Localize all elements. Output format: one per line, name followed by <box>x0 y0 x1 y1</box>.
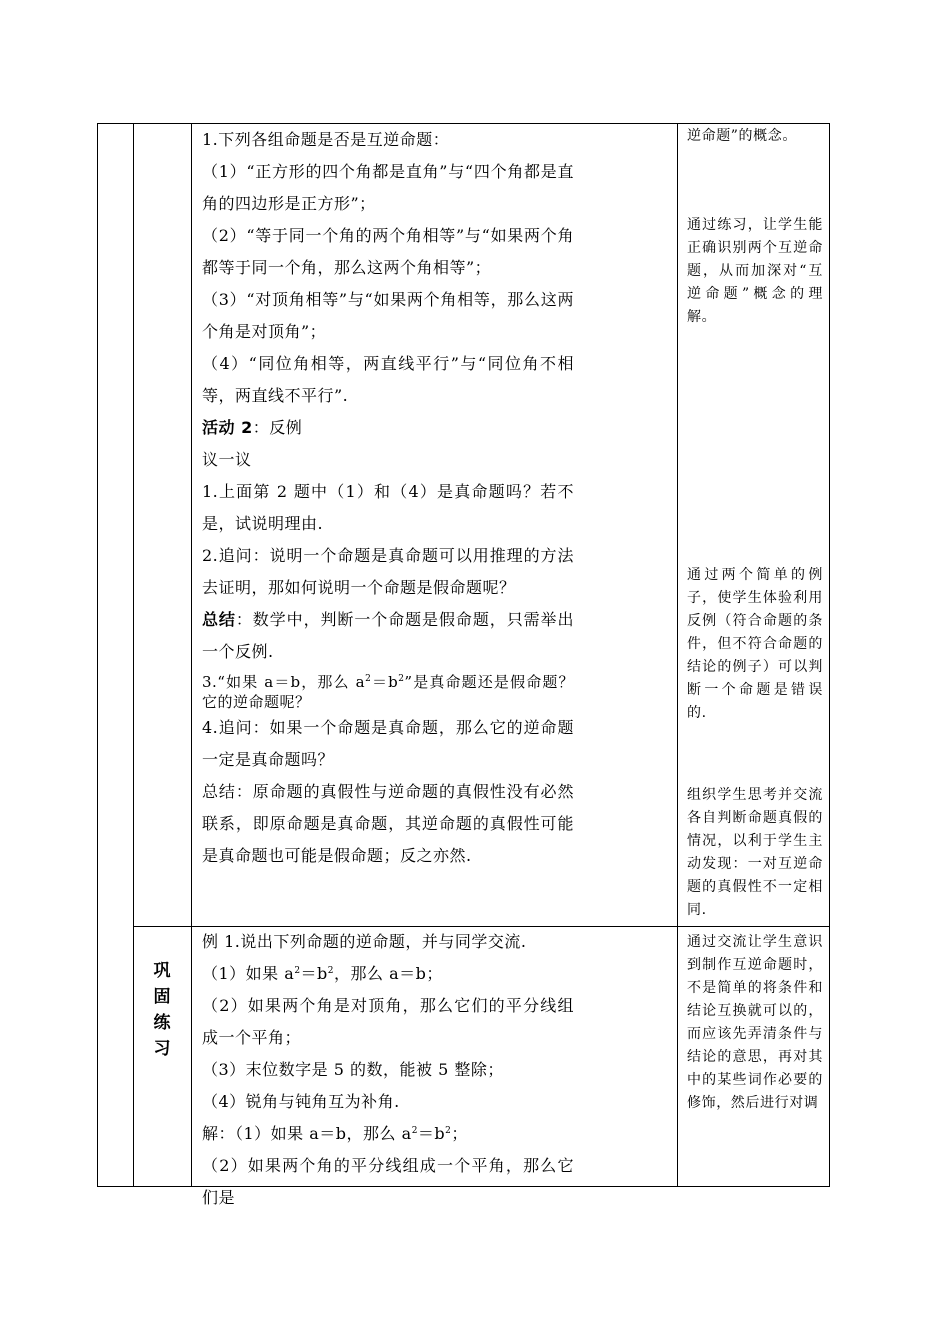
solution-line: 解：（1）如果 a＝b，那么 $a^2=b^2$； <box>202 1124 468 1143</box>
question-3: 3.“如果 a＝b，那么 $a^2=b^2$”是真命题还是假命题？它的逆命题呢？ <box>202 673 574 711</box>
solution-line: （2）如果两个角的平分线组成一个平角，那么它们是 <box>202 1156 574 1207</box>
column-divider <box>191 124 192 1186</box>
design-note: 组织学生思考并交流各自判断命题真假的情况，以利于学生主动发现：一对互逆命题的真假性不一定相同. <box>687 787 823 918</box>
follow-up-question: 2.追问：说明一个命题是真命题可以用推理的方法去证明，那如何说明一个命题是假命题呢？ <box>202 546 574 597</box>
design-note: 通过两个简单的例子，使学生体验利用反例（符合命题的条件，但不符合命题的结论的例子）可以判断一个命题是错误的. <box>687 567 823 721</box>
section-label: 巩 固 练 习 <box>153 961 171 1059</box>
practice-content <box>202 926 574 1214</box>
design-note: 通过交流让学生意识到制作互逆命题时，不是简单的将条件和结论互换就可以的，而应该先弄清条件与结论的意思，再对其中的某些词作必要的修饰，然后进行对调 <box>687 934 823 1111</box>
example-item: （3）末位数字是 5 的数，能被 5 整除； <box>202 1060 504 1079</box>
example-item: （1）如果 $a^2=b^2$，那么 a＝b； <box>202 964 443 983</box>
question-item: （2）“等于同一个角的两个角相等”与“如果两个角都等于同一个角，那么这两个角相等”； <box>202 226 574 277</box>
question-item: （4）“同位角相等，两直线平行”与“同位角不相等，两直线不平行”. <box>202 354 574 405</box>
summary-paragraph: 总结：数学中，判断一个命题是假命题，只需举出一个反例. <box>202 610 574 661</box>
discuss-heading: 议一议 <box>202 450 252 469</box>
activity-content <box>202 124 574 872</box>
question-item: （3）“对顶角相等”与“如果两个角相等，那么这两个角是对顶角”； <box>202 290 574 341</box>
question-item: （1）“正方形的四个角都是直角”与“四个角都是直角的四边形是正方形”； <box>202 162 574 213</box>
activity-heading: 活动 2：反例 <box>202 418 303 437</box>
summary-paragraph: 总结：原命题的真假性与逆命题的真假性没有必然联系，即原命题是真命题，其逆命题的真假性可能是真命题也可能是假命题；反之亦然. <box>202 782 574 865</box>
example-title: 例 1.说出下列命题的逆命题，并与同学交流. <box>202 932 527 951</box>
lesson-table <box>97 123 830 1207</box>
example-item: （2）如果两个角是对顶角，那么它们的平分线组成一个平角； <box>202 996 574 1047</box>
column-divider <box>677 124 678 1186</box>
example-item: （4）锐角与钝角互为补角. <box>202 1092 400 1111</box>
question-intro: 1.下列各组命题是否是互逆命题： <box>202 130 450 149</box>
design-note: 逆命题”的概念。 <box>687 128 797 144</box>
design-note: 通过练习，让学生能正确识别两个互逆命题，从而加深对“互逆命题”概念的理解。 <box>687 217 823 325</box>
discussion-question: 1.上面第 2 题中（1）和（4）是真命题吗？若不是，试说明理由. <box>202 482 574 533</box>
follow-up-question: 4.追问：如果一个命题是真命题，那么它的逆命题一定是真命题吗？ <box>202 718 574 769</box>
